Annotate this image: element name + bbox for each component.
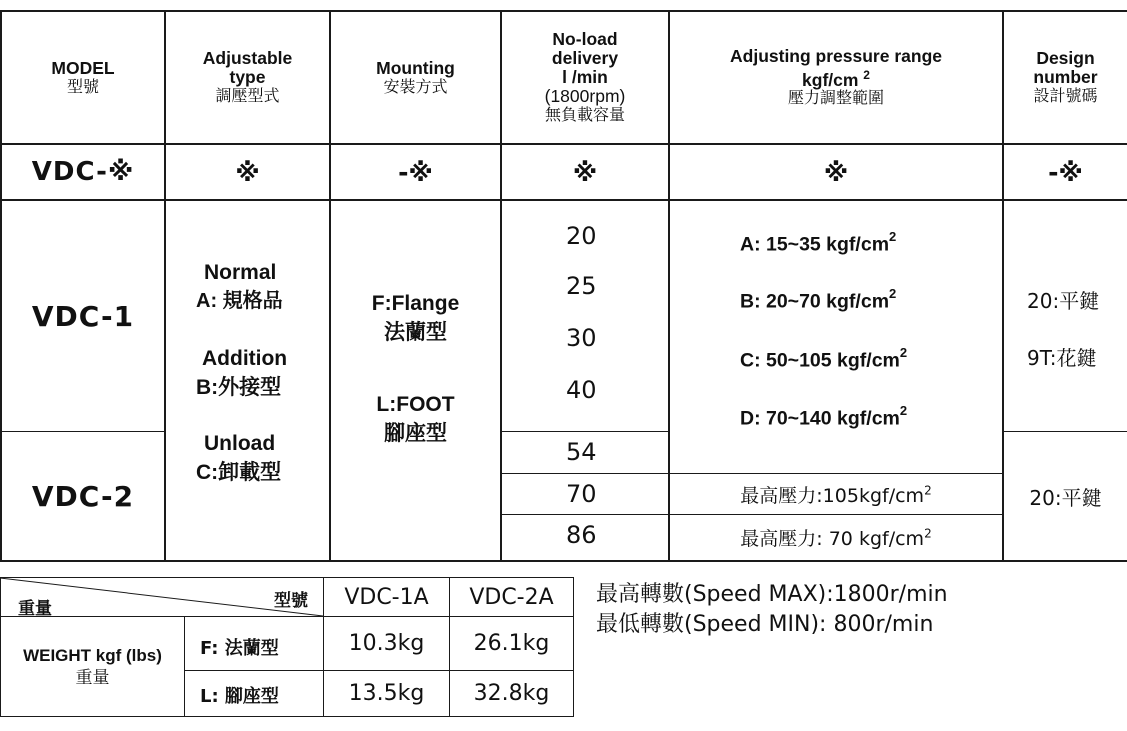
pressure-label: B: 20~70 kgf/cm <box>740 290 890 313</box>
weight-corner-right: 型號 <box>274 591 308 611</box>
weight-vdc1a-flange: 10.3kg <box>348 631 425 656</box>
pressure-sup: 2 <box>899 345 908 360</box>
adjustable-unload <box>196 429 326 487</box>
adjustable-normal <box>196 258 326 316</box>
model-vdc-2: VDC-2 <box>31 479 135 513</box>
weight-vdc2a-foot: 32.8kg <box>473 681 550 706</box>
pressure-label: A: 15~35 kgf/cm <box>740 233 890 256</box>
mounting-foot <box>331 390 500 448</box>
weight-row-label-en: WEIGHT kgf (lbs) <box>23 645 162 665</box>
max-pressure-sup: 2 <box>924 483 932 498</box>
adjustable-addition-en: Addition <box>202 347 288 370</box>
design-number-flat-key: 20:平鍵 <box>1027 289 1100 313</box>
code-pressure: ※ <box>823 157 849 187</box>
header-delivery-line: l /min <box>562 67 608 87</box>
max-pressure-sup: 2 <box>924 526 932 541</box>
pressure-label: D: 70~140 kgf/cm <box>740 407 900 430</box>
max-pressure-label: 最高壓力:105kgf/cm <box>740 484 925 507</box>
weight-vdc2a-flange: 26.1kg <box>473 631 550 656</box>
header-model <box>2 12 164 143</box>
pressure-range-c <box>740 347 907 373</box>
delivery-value: 30 <box>566 324 597 352</box>
unit-sup: 2 <box>863 67 870 82</box>
header-pressure-en: Adjusting pressure range <box>730 45 942 66</box>
header-delivery-rpm: (1800rpm) <box>544 86 626 106</box>
delivery-value: 40 <box>566 376 597 404</box>
design-number-spline: 9T:花鍵 <box>1027 346 1097 370</box>
mounting-foot-cn: 腳座型 <box>384 422 447 445</box>
max-pressure-70 <box>670 474 1002 514</box>
pressure-range-a <box>740 231 896 257</box>
weight-vdc1a-foot: 13.5kg <box>348 681 425 706</box>
delivery-value: 20 <box>566 222 597 250</box>
header-pressure-cn: 壓力調整範圍 <box>787 90 884 108</box>
code-delivery: ※ <box>572 157 598 187</box>
unit-text: kgf/cm <box>802 69 859 90</box>
header-adjustable-cn: 調壓型式 <box>215 88 280 105</box>
max-pressure-line <box>740 524 931 551</box>
code-design: -※ <box>1048 157 1083 187</box>
weight-row-label <box>1 617 184 716</box>
adjustable-unload-cn: C:卸載型 <box>196 461 282 484</box>
header-delivery-line: No-load <box>552 29 618 49</box>
delivery-value: 70 <box>566 480 597 508</box>
delivery-row-divider <box>500 431 670 432</box>
weight-row-label-cn: 重量 <box>75 667 110 687</box>
weight-table-border-bottom <box>0 716 574 717</box>
header-design-en: Design <box>1036 48 1095 68</box>
mounting-foot-en: L:FOOT <box>376 393 455 416</box>
header-mounting-cn: 安裝方式 <box>383 78 448 96</box>
header-design-cn: 設計號碼 <box>1033 88 1098 105</box>
header-adjustable-en2: type <box>229 67 266 87</box>
header-adjustable-en: Adjustable <box>202 48 293 68</box>
weight-col-vdc-2a: VDC-2A <box>469 584 554 610</box>
mounting-flange <box>331 289 500 347</box>
weight-col-divider <box>184 616 185 717</box>
header-mounting-en: Mounting <box>376 57 455 78</box>
weight-table-border-right <box>573 577 574 717</box>
header-mounting <box>331 12 500 143</box>
max-pressure-line <box>740 481 931 508</box>
delivery-value: 54 <box>566 438 597 466</box>
header-design-en2: number <box>1033 67 1098 87</box>
adjustable-normal-cn-text: A: 規格品 <box>196 290 283 312</box>
delivery-value: 86 <box>566 521 597 549</box>
speed-min: 最低轉數(Speed MIN): 800r/min <box>596 612 934 637</box>
pressure-sup: 2 <box>899 403 908 418</box>
speed-notes <box>596 580 948 640</box>
code-model: VDC-※ <box>31 157 135 187</box>
mounting-flange-cn: 法蘭型 <box>384 321 447 344</box>
max-pressure-label: 最高壓力: 70 kgf/cm <box>740 528 925 550</box>
code-row-divider <box>0 199 1127 201</box>
model-vdc-1: VDC-1 <box>31 299 135 333</box>
adjustable-unload-en: Unload <box>204 432 276 455</box>
weight-corner-left: 重量 <box>18 599 52 619</box>
pressure-sup: 2 <box>889 229 897 244</box>
weight-row-foot-label: L: 腳座型 <box>200 686 279 707</box>
code-mounting: -※ <box>398 157 433 187</box>
pressure-label: C: 50~105 kgf/cm <box>740 349 900 372</box>
weight-col-vdc-1a: VDC-1A <box>344 584 429 610</box>
pressure-range-b <box>740 288 896 314</box>
speed-max: 最高轉數(Speed MAX):1800r/min <box>596 582 948 607</box>
table-border-bottom <box>0 560 1127 562</box>
adjustable-normal-en: Normal <box>204 261 277 284</box>
pressure-range-d <box>740 405 907 431</box>
header-pressure-range <box>670 12 1002 143</box>
code-adjustable: ※ <box>235 157 260 187</box>
header-delivery-cn: 無負載容量 <box>544 107 625 124</box>
header-adjustable-type <box>166 12 329 143</box>
pressure-sup: 2 <box>889 286 897 301</box>
delivery-value: 25 <box>566 272 597 300</box>
adjustable-addition <box>196 344 326 402</box>
adjustable-addition-cn: B:外接型 <box>196 376 282 399</box>
header-design-number <box>1004 12 1127 143</box>
max-pressure-86 <box>670 515 1002 560</box>
header-delivery <box>502 12 668 143</box>
design-number-vdc2: 20:平鍵 <box>1029 485 1102 510</box>
adjustable-normal-cn <box>196 287 326 316</box>
header-pressure-unit <box>802 66 870 90</box>
header-model-cn: 型號 <box>66 78 99 96</box>
weight-row-flange-label: F: 法蘭型 <box>200 638 279 659</box>
header-model-en: MODEL <box>51 57 115 78</box>
header-delivery-line: delivery <box>551 48 619 68</box>
mounting-flange-en: F:Flange <box>371 292 460 315</box>
